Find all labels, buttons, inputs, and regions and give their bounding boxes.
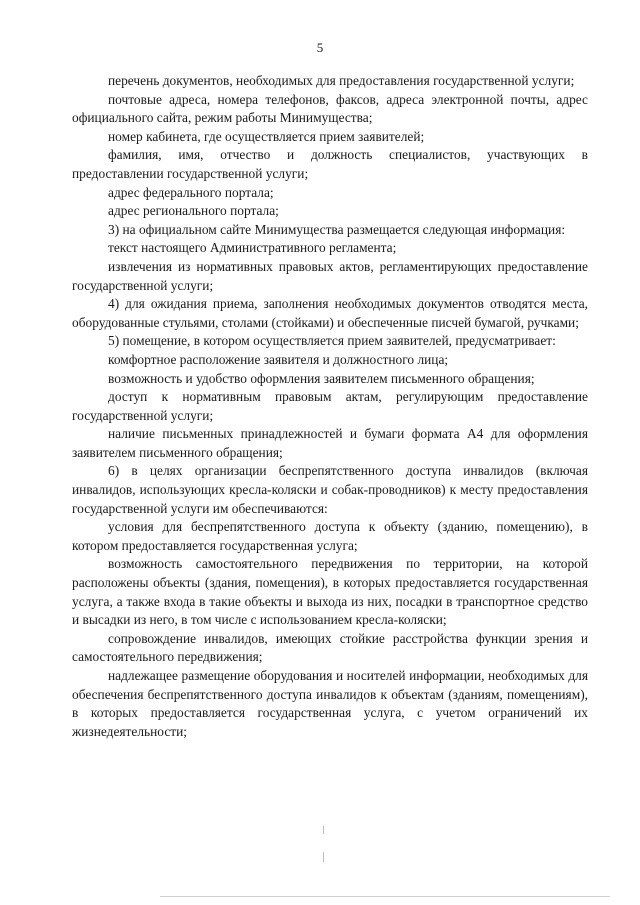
document-body bbox=[72, 72, 588, 741]
paragraph: номер кабинета, где осуществляется прием заявителей; bbox=[108, 128, 425, 144]
scan-mark bbox=[323, 852, 324, 862]
paragraph: почтовые адреса, номера телефонов, факсов, адреса электронной почты, адрес официального сайта, режим работы Минимущества; bbox=[72, 91, 588, 126]
paragraph: сопровождение инвалидов, имеющих стойкие расстройства функции зрения и самостоятельного передвижения; bbox=[72, 630, 588, 665]
paragraph: 5) помещение, в котором осуществляется прием заявителей, предусматривает: bbox=[108, 333, 556, 349]
page-edge-line bbox=[160, 896, 610, 897]
paragraph: 6) в целях организации беспрепятственного доступа инвалидов (включая инвалидов, использующих кресла-коляски и собак-проводников) к месту предоставления государственной услуги им обеспечиваются: bbox=[72, 463, 588, 516]
paragraph: условия для беспрепятственного доступа к объекту (зданию, помещению), в котором предоставляется государственная услуга; bbox=[72, 519, 588, 553]
paragraph: фамилия, имя, отчество и должность специалистов, участвующих в предоставлении государственной услуги; bbox=[72, 147, 588, 181]
paragraph: адрес федерального портала; bbox=[108, 184, 274, 200]
scan-mark bbox=[323, 826, 324, 834]
paragraph: адрес регионального портала; bbox=[108, 203, 279, 219]
paragraph: 4) для ожидания приема, заполнения необходимых документов отводятся места, оборудованные стульями, столами (стойками) и обеспеченные писчей бумагой, ручками; bbox=[72, 296, 588, 330]
paragraph: перечень документов, необходимых для предоставления государственной услуги; bbox=[108, 73, 575, 88]
paragraph: извлечения из нормативных правовых актов, регламентирующих предоставление государственной услуги; bbox=[72, 258, 588, 293]
paragraph: 3) на официальном сайте Минимущества размещается следующая информация: bbox=[108, 221, 566, 237]
paragraph: надлежащее размещение оборудования и носителей информации, необходимых для обеспечения беспрепятственного доступа инвалидов к объектам (зданиям, помещениям), в которых предоставляется государственная услуга, с учетом ограничений их жизнедеятельности; bbox=[72, 668, 588, 739]
paragraph: комфортное расположение заявителя и должностного лица; bbox=[108, 351, 449, 367]
paragraph: текст настоящего Административного регламента; bbox=[108, 240, 397, 256]
page-number: 5 bbox=[316, 40, 324, 55]
paragraph: возможность и удобство оформления заявителем письменного обращения; bbox=[108, 370, 535, 386]
paragraph: возможность самостоятельного передвижения по территории, на которой расположены объекты (здания, помещения), в которых предоставляется государственная услуга, а также входа в такие объекты и выхода из них, посадки в транспортное средство и высадки из него, в том числе с использованием кресла-коляски; bbox=[72, 556, 588, 628]
paragraph: доступ к нормативным правовым актам, регулирующим предоставление государственной услуги; bbox=[72, 389, 588, 423]
paragraph: наличие письменных принадлежностей и бумаги формата А4 для оформления заявителем письменного обращения; bbox=[72, 426, 588, 460]
